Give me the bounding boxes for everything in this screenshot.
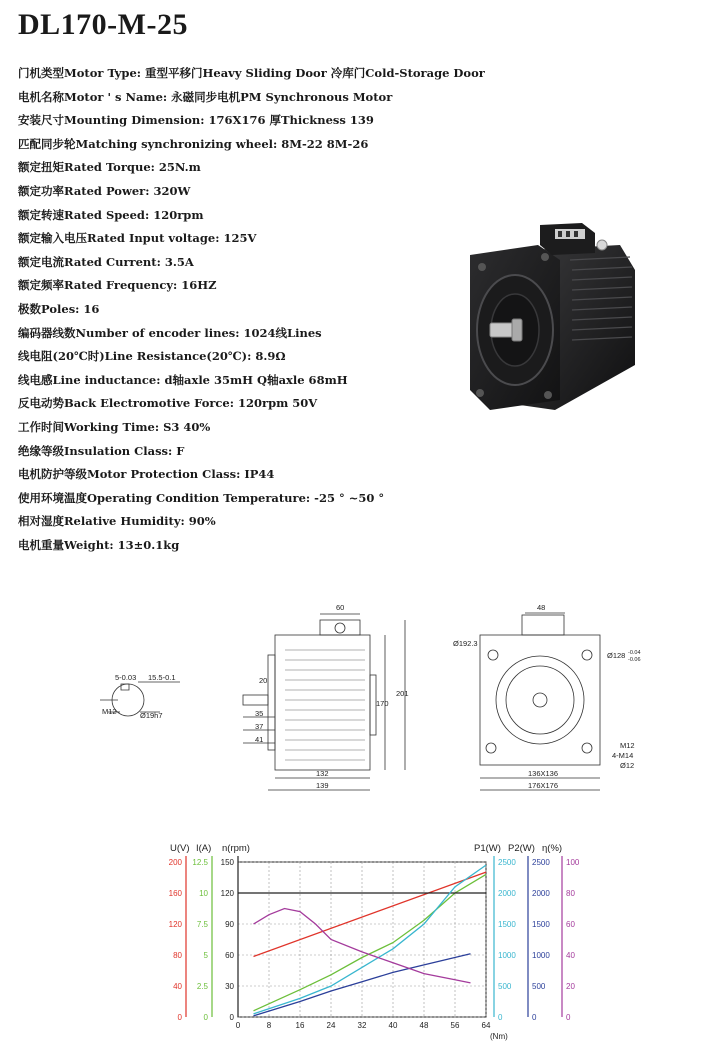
spec-row [18, 416, 478, 440]
right-tick-label: 1000 [532, 951, 550, 960]
spec-label: 额定电流Rated Current: [18, 254, 161, 269]
dimension-drawing [0, 600, 705, 810]
spec-row [18, 298, 478, 322]
front-in-label: 136X136 [528, 769, 559, 778]
spec-row [18, 133, 478, 157]
left-tick-label: 7.5 [196, 920, 208, 929]
spec-label: 额定扭矩Rated Torque: [18, 160, 155, 175]
shaft-tol-label: 5-0.03 [115, 673, 137, 682]
spec-value: IP44 [244, 467, 275, 482]
right-tick-label: 80 [566, 889, 575, 898]
left-tick-label: 10 [199, 889, 208, 898]
spec-value: 320W [153, 183, 191, 198]
spec-label: 绝缘等级Insulation Class: [18, 443, 173, 458]
dim-41-label: 41 [255, 735, 264, 744]
left-tick-label: 40 [173, 982, 182, 991]
dim-132-label: 132 [316, 769, 329, 778]
spec-row [18, 345, 478, 369]
spec-row [18, 204, 478, 228]
dim-37-label: 37 [255, 722, 264, 731]
spec-value: 1024线Lines [243, 325, 322, 340]
spec-value: 125V [223, 231, 257, 246]
series-line-1 [254, 874, 487, 1010]
right-tick-label: 2000 [532, 889, 550, 898]
right-tick-label: 500 [498, 982, 512, 991]
spec-label: 线电阻(20℃时)Line Resistance(20℃): [18, 349, 252, 364]
spec-label: 电机名称Motor ' s Name: [18, 89, 168, 104]
spec-value: 16 [83, 301, 100, 316]
front-boss-tol-bot: -0.06 [628, 657, 641, 663]
right-tick-label: 1500 [532, 920, 550, 929]
spec-row [18, 62, 485, 86]
left-tick-label: 120 [168, 920, 182, 929]
right-tick-label: 1000 [498, 951, 516, 960]
spec-row [18, 463, 478, 487]
left-tick-label: 0 [229, 1013, 234, 1022]
left-tick-label: 80 [173, 951, 182, 960]
spec-row [18, 322, 478, 346]
spec-value: 16HZ [181, 278, 217, 293]
x-tick-label: 40 [388, 1021, 398, 1030]
x-tick-label: 32 [357, 1021, 367, 1030]
left-tick-label: 12.5 [192, 858, 208, 867]
spec-list [18, 62, 485, 557]
left-tick-label: 60 [225, 951, 234, 960]
x-tick-label: 56 [450, 1021, 460, 1030]
x-tick-label: 24 [326, 1021, 336, 1030]
dim-20-label: 20 [259, 676, 268, 685]
x-tick-label: 64 [481, 1021, 491, 1030]
spec-row [18, 510, 478, 534]
right-tick-label: 0 [566, 1013, 571, 1022]
right-axis-title: P2(W) [508, 843, 535, 854]
shaft-thread-label: M12 [102, 707, 117, 716]
spec-value: -25 ° ~50 ° [314, 490, 385, 505]
right-tick-label: 2500 [498, 858, 516, 867]
spec-value: 176X176 厚Thickness 139 [208, 113, 374, 128]
spec-value: 8M-22 8M-26 [281, 136, 369, 151]
spec-row [18, 369, 478, 393]
left-axis-title: U(V) [170, 843, 190, 854]
dim-201-label: 201 [396, 689, 409, 698]
right-tick-label: 100 [566, 858, 580, 867]
x-tick-label: 0 [235, 1021, 241, 1030]
spec-value: 重型平移门Heavy Sliding Door 冷库门Cold-Storage Door [145, 66, 485, 80]
left-tick-label: 30 [225, 982, 234, 991]
front-top-label: 48 [537, 603, 546, 612]
left-tick-label: 150 [220, 858, 234, 867]
spec-row [18, 180, 478, 204]
left-axis-title: I(A) [196, 843, 212, 854]
spec-label: 反电动势Back Electromotive Force: [18, 396, 234, 411]
spec-label: 额定输入电压Rated Input voltage: [18, 231, 220, 246]
spec-label: 工作时间Working Time: [18, 419, 160, 434]
front-circle-label: Ø192.3 [453, 639, 478, 648]
spec-value: 120rpm [153, 207, 204, 222]
dim-170-label: 170 [376, 699, 389, 708]
front-m12-label: M12 [620, 741, 635, 750]
right-axis-title: P1(W) [474, 843, 501, 854]
spec-label: 相对湿度Relative Humidity: [18, 514, 185, 529]
front-boss-label: Ø128 [607, 651, 626, 660]
spec-value: S3 40% [163, 419, 211, 434]
spec-row [18, 109, 478, 133]
right-tick-label: 2500 [532, 858, 550, 867]
spec-row [18, 487, 478, 511]
x-axis-label: (Nm) [490, 1032, 508, 1041]
spec-row [18, 534, 478, 558]
dim-top-label: 60 [336, 603, 345, 612]
left-tick-label: 200 [168, 858, 182, 867]
spec-value: 13±0.1kg [117, 537, 180, 552]
spec-row [18, 86, 478, 110]
right-tick-label: 0 [498, 1013, 503, 1022]
right-tick-label: 500 [532, 982, 546, 991]
series-line-3 [254, 865, 487, 1014]
spec-row [18, 440, 478, 464]
right-tick-label: 20 [566, 982, 575, 991]
front-boss-tol-top: -0.04 [628, 650, 641, 656]
spec-label: 使用环境温度Operating Condition Temperature: [18, 490, 311, 505]
spec-value: 永磁同步电机PM Synchronous Motor [171, 89, 393, 104]
right-tick-label: 2000 [498, 889, 516, 898]
left-tick-label: 0 [203, 1013, 208, 1022]
motor-image [460, 215, 650, 415]
spec-value: 120rpm 50V [238, 396, 318, 411]
front-holes-label: 4-M14 [612, 751, 634, 760]
dim-35-label: 35 [255, 709, 264, 718]
shaft-dia-label: Ø19h7 [140, 711, 163, 720]
front-shaft-label: Ø12 [620, 761, 635, 770]
left-tick-label: 5 [203, 951, 208, 960]
x-tick-label: 16 [295, 1021, 305, 1030]
right-tick-label: 60 [566, 920, 575, 929]
spec-row [18, 251, 478, 275]
shaft-key-label: 15.5-0.1 [148, 673, 176, 682]
right-axis-title: η(%) [542, 843, 563, 854]
spec-row [18, 274, 478, 298]
x-tick-label: 8 [266, 1021, 272, 1030]
page-title: DL170-M-25 [18, 8, 188, 41]
spec-row [18, 227, 478, 251]
left-tick-label: 90 [225, 920, 234, 929]
spec-label: 额定功率Rated Power: [18, 183, 150, 198]
spec-label: 安装尺寸Mounting Dimension: [18, 113, 205, 128]
performance-chart [160, 835, 600, 1045]
spec-value: 90% [188, 514, 216, 529]
left-tick-label: 120 [220, 889, 234, 898]
left-tick-label: 2.5 [196, 982, 208, 991]
left-tick-label: 160 [168, 889, 182, 898]
series-line-0 [254, 872, 487, 956]
spec-row [18, 392, 478, 416]
spec-value: 8.9Ω [255, 349, 286, 364]
spec-label: 电机防护等级Motor Protection Class: [18, 467, 241, 482]
spec-label: 额定转速Rated Speed: [18, 207, 150, 222]
right-tick-label: 40 [566, 951, 575, 960]
right-tick-label: 0 [532, 1013, 537, 1022]
spec-label: 极数Poles: [18, 301, 80, 316]
spec-label: 额定频率Rated Frequency: [18, 278, 178, 293]
spec-value: 3.5A [164, 254, 194, 269]
right-tick-label: 1500 [498, 920, 516, 929]
spec-value: d轴axle 35mH Q轴axle 68mH [164, 372, 348, 387]
spec-value: F [176, 443, 185, 458]
x-tick-label: 48 [419, 1021, 429, 1030]
spec-value: 25N.m [158, 160, 201, 175]
spec-row [18, 156, 478, 180]
front-out-label: 176X176 [528, 781, 559, 790]
spec-label: 电机重量Weight: [18, 537, 114, 552]
dim-139-label: 139 [316, 781, 329, 790]
spec-label: 线电感Line inductance: [18, 372, 161, 387]
left-axis-title: n(rpm) [222, 843, 250, 854]
spec-label: 编码器线数Number of encoder lines: [18, 325, 240, 340]
left-tick-label: 0 [177, 1013, 182, 1022]
spec-label: 匹配同步轮Matching synchronizing wheel: [18, 136, 278, 151]
spec-label: 门机类型Motor Type: [18, 66, 142, 80]
